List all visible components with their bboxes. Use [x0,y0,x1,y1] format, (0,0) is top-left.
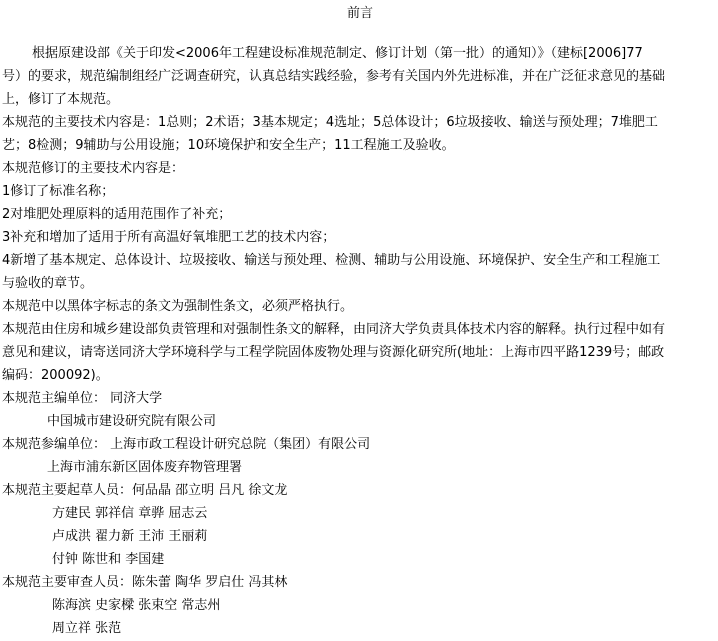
text-line: 1修订了标准名称； [2,184,115,199]
text-line: 中国城市建设研究院有限公司 [47,414,217,429]
text-line: 意见和建议，请寄送同济大学环境科学与工程学院固体废物处理与资源化研究所(地址：上海市四平路1239号；邮政 [2,345,665,360]
text-line: 上海市浦东新区固体废弃物管理署 [47,460,243,475]
text-line: 上，修订了本规范。 [2,92,120,107]
text-line: 本规范参编单位： 上海市政工程设计研究总院（集团）有限公司 [2,437,371,452]
text-line: 根据原建设部《关于印发<2006年工程建设标准规范制定、修订计划（第一批）的通知）》（建标[2006]77 [32,46,643,61]
text-line: 2对堆肥处理原料的适用范围作了补充； [2,207,232,222]
text-line: 4新增了基本规定、总体设计、垃圾接收、输送与预处理、检测、辅助与公用设施、环境保护、安全生产和工程施工 [2,253,661,268]
text-line: 号）的要求，规范编制组经广泛调查研究，认真总结实践经验，参考有关国内外先进标准，并在广泛征求意见的基础 [2,69,666,84]
document-body [2,42,718,640]
text-line: 本规范由住房和城乡建设部负责管理和对强制性条文的解释，由同济大学负责具体技术内容的解释。执行过程中如有 [2,322,666,337]
text-line: 卢成洪 翟力新 王沛 王丽莉 [52,529,208,544]
text-line: 编码：200092)。 [2,368,109,383]
text-line: 本规范主要审查人员：陈朱蕾 陶华 罗启仕 冯其林 [2,575,288,590]
text-line: 与验收的章节。 [2,276,94,291]
page-title: 前言 [346,6,373,21]
text-line: 方建民 郭祥信 章骅 屈志云 [52,506,208,521]
text-line: 本规范的主要技术内容是：1总则；2术语；3基本规定；4选址；5总体设计；6垃圾接收、输送与预处理；7堆肥工 [2,115,658,130]
text-line: 周立祥 张范 [52,621,122,636]
text-line: 陈海滨 史家樑 张束空 常志州 [52,598,221,613]
text-line: 艺；8检测；9辅助与公用设施；10环境保护和安全生产；11工程施工及验收。 [2,138,455,153]
text-line: 本规范中以黑体字标志的条文为强制性条文，必须严格执行。 [2,299,354,314]
text-line: 付钟 陈世和 李国建 [52,552,165,567]
text-line: 本规范修订的主要技术内容是： [2,161,185,176]
text-line: 本规范主要起草人员：何品晶 邵立明 吕凡 徐文龙 [2,483,288,498]
text-line: 本规范主编单位： 同济大学 [2,391,163,406]
text-line: 3补充和增加了适用于所有高温好氧堆肥工艺的技术内容； [2,230,336,245]
